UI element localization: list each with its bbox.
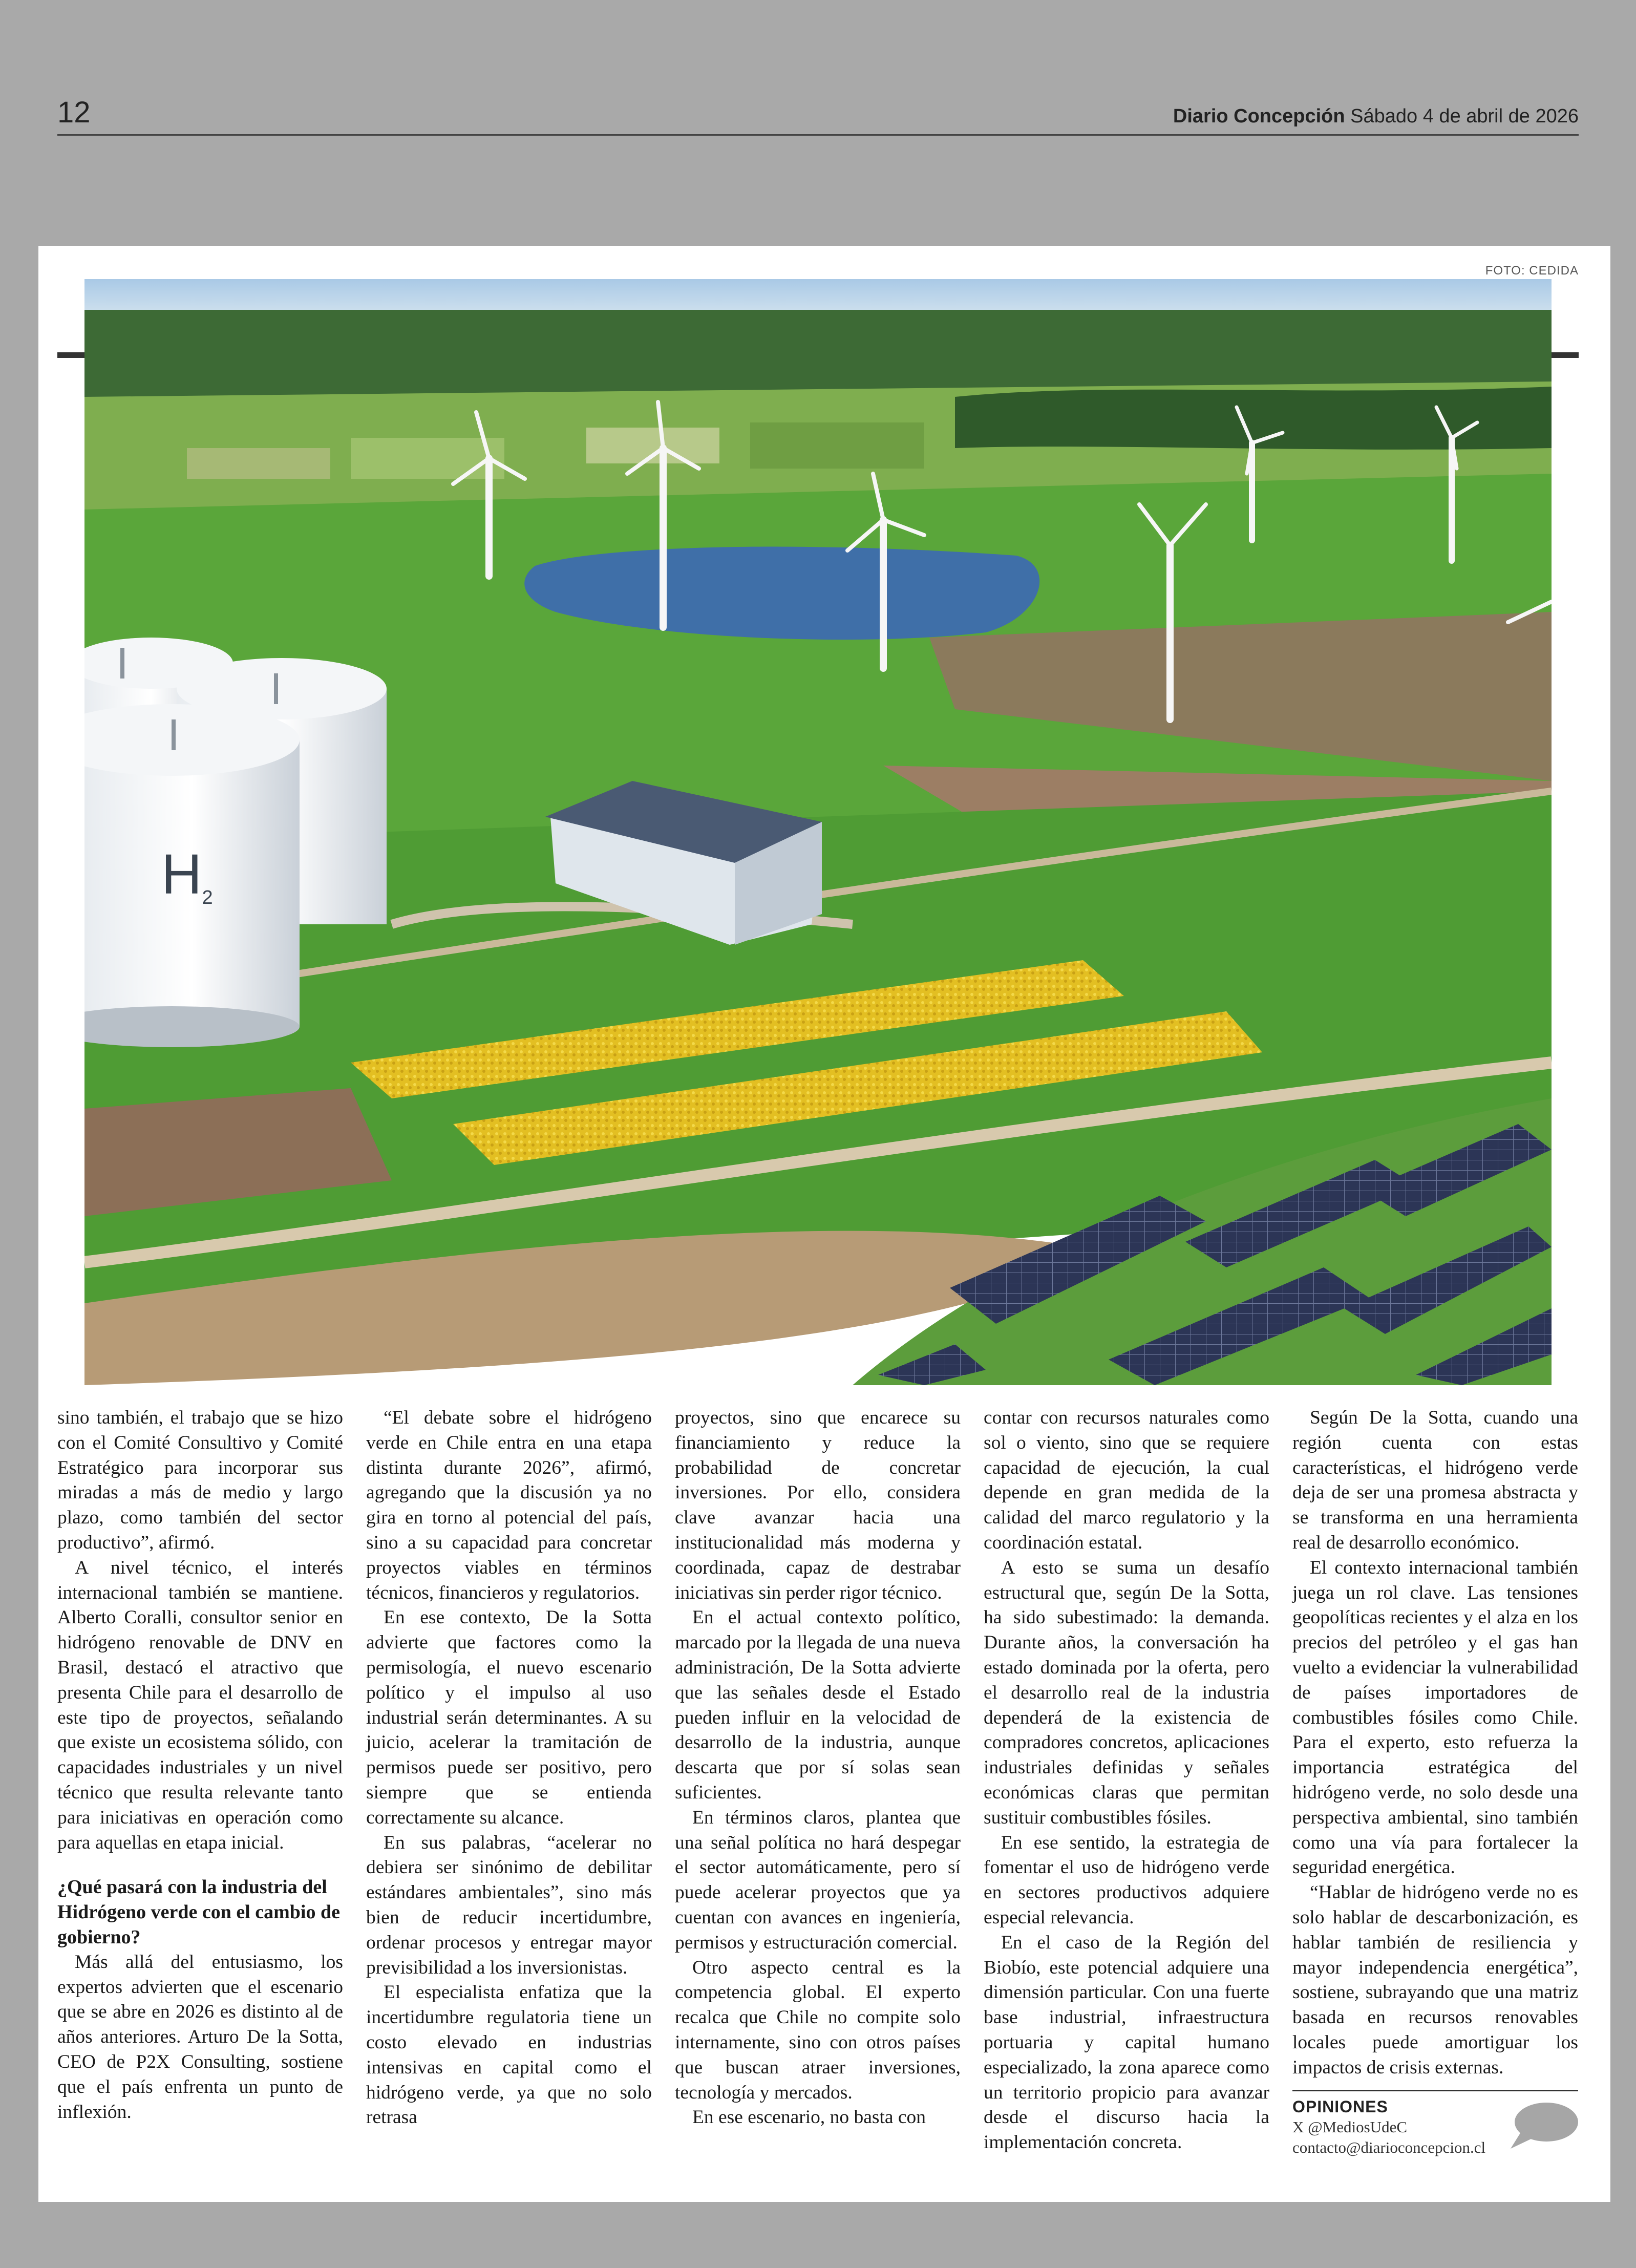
tree-line [955, 387, 1552, 450]
opinions-rule [1292, 2090, 1578, 2091]
aerial-landscape-illustration [84, 279, 1552, 1385]
header-page-number: 12 [57, 96, 91, 129]
paragraph: sino también, el trabajo que se hizo con el Comité Consultivo y Comité Estratégico para incorporar sus miradas a más de medio y largo plazo, como también del sector productivo”, afirmó. [57, 1407, 343, 1553]
decor-bar-left [57, 352, 86, 358]
opinions-email[interactable]: contacto@diarioconcepcion.cl [1292, 2138, 1486, 2156]
paragraph: “Hablar de hidrógeno verde no es solo hablar de descarbonización, es hablar también de resiliencia y mayor independencia energética”, sostiene, subrayando que una matriz basada en recursos renovables locales puede amortiguar los impactos de crisis externas. [1292, 1882, 1578, 2078]
newspaper-name: Diario Concepción [1173, 105, 1345, 127]
photo-credit: FOTO: CEDIDA [1485, 264, 1579, 278]
column-3 [675, 1406, 961, 2130]
tank-h2-label: H2 [161, 843, 213, 908]
paragraph: contar con recursos naturales como sol o viento, sino que se requiere capacidad de ejecución, la cual depende en gran medida de la calidad del marco regulatorio y la coordinación estatal. [984, 1407, 1269, 1553]
paragraph: En ese escenario, no basta con [692, 2107, 926, 2128]
column-2 [366, 1406, 652, 2130]
paragraph: En el actual contexto político, marcado por la llegada de una nueva administración, De la Sotta advierte que las señales desde el Estado pueden influir en la velocidad de desarrollo de la industria, aunque descarta que por sí solas sean suficientes. [675, 1607, 961, 1803]
field-patch-3 [750, 422, 924, 469]
issue-date: Sábado 4 de abril de 2026 [1350, 105, 1579, 127]
paragraph: En ese contexto, De la Sotta advierte que factores como la permisología, el nuevo escenario político y el impulso al uso industrial serán determinantes. A su juicio, acelerar la tramitación de permisos puede ser positivo, pero siempre que se entienda correctamente su alcance. [366, 1607, 652, 1828]
paragraph: A esto se suma un desafío estructural que, según De la Sotta, ha sido subestimado: la demanda. Durante años, la conversación ha estado dominada por la oferta, pero el desarrollo real de la industria dependerá de la existencia de compradores concretos, aplicaciones industriales definidas y señales económicas claras que permitan sustituir combustibles fósiles. [984, 1557, 1269, 1828]
decor-bar-right [1550, 352, 1579, 358]
paragraph: El especialista enfatiza que la incertidumbre regulatoria tiene un costo elevado en industrias intensivas en capital como el hidrógeno verde, ya que no solo retrasa [366, 1982, 652, 2128]
header-rule [57, 134, 1579, 136]
paragraph: En ese sentido, la estrategia de fomentar el uso de hidrógeno verde en sectores productivos adquiere especial relevancia. [984, 1832, 1269, 1928]
paragraph: A nivel técnico, el interés internacional también se mantiene. Alberto Coralli, consultor senior en hidrógeno renovable de DNV en Brasil, destacó el atractivo que presenta Chile para el desarrollo de este tipo de proyectos, señalando que existe un ecosistema sólido, con capacidades industriales y un nivel técnico que resulta relevante tanto para iniciativas en operación como para aquellas en etapa inicial. [57, 1557, 343, 1853]
paragraph: Más allá del entusiasmo, los expertos advierten que el escenario que se abre en 2026 es distinto al de años anteriores. Arturo De la Sotta, CEO de P2X Consulting, sostiene que el país enfrenta un punto de inflexión. [57, 1951, 343, 2123]
section-subheading: ¿Qué pasará con la industria del Hidrógeno verde con el cambio de gobierno? [57, 1876, 340, 1948]
field-patch-1 [351, 438, 504, 479]
field-patch-4 [187, 448, 330, 479]
paragraph: En términos claros, plantea que una señal política no hará despegar el sector automáticamente, pero sí puede acelerar proyectos que ya cuentan con avances en ingeniería, permisos y estructuración comercial. [675, 1807, 961, 1953]
opinions-title: OPINIONES [1292, 2097, 1388, 2116]
hydrogen-plant-photo [84, 279, 1552, 1385]
column-4 [984, 1406, 1269, 2155]
paragraph: El contexto internacional también juega un rol clave. Las tensiones geopolíticas recientes y el alza en los precios del petróleo y el gas han vuelto a evidenciar la vulnerabilidad de países importadores de combustibles fósiles como Chile. Para el experto, esto refuerza la importancia estratégica del hidrógeno verde, no solo desde una perspectiva ambiental, sino también como una vía para fortalecer la seguridad energética. [1292, 1557, 1578, 1878]
column-5 [1292, 1406, 1578, 2158]
paragraph: “El debate sobre el hidrógeno verde en Chile entra en una etapa distinta durante 2026”, afirmó, agregando que la discusión ya no gira en torno al potencial del país, sino a su capacidad para concretar proyectos viables en términos técnicos, financieros y regulatorios. [366, 1407, 652, 1603]
paragraph: Otro aspecto central es la competencia global. El experto recalca que Chile no compite solo internamente, sino con otros países que buscan atraer inversiones, tecnología y mercados. [675, 1957, 961, 2103]
column-1 [57, 1406, 343, 2125]
field-patch-2 [586, 428, 719, 463]
article-columns [57, 1406, 1578, 2174]
opinions-social-handle[interactable]: X @MediosUdeC [1292, 2117, 1408, 2136]
paragraph: proyectos, sino que encarece su financiamiento y reduce la probabilidad de concretar inversiones. Por ello, considera clave avanzar hacia una institucionalidad más moderna y coordinada, capaz de destrabar iniciativas sin perder rigor técnico. [675, 1407, 961, 1603]
speech-bubble-icon [1506, 2101, 1578, 2152]
header-masthead [1173, 105, 1579, 128]
paragraph: En sus palabras, “acelerar no debiera ser sinónimo de debilitar estándares ambientales”, sino más bien de reducir incertidumbre, ordenar procesos y entregar mayor previsibilidad a los inversionistas. [366, 1832, 652, 1978]
opinions-box [1292, 2096, 1578, 2158]
paragraph: En el caso de la Región del Biobío, este potencial adquiere una dimensión particular. Con una fuerte base industrial, infraestructura portuaria y capital humano especializado, la zona aparece como un territorio propicio para avanzar desde el discurso hacia la implementación concreta. [984, 1932, 1269, 2153]
paragraph: Según De la Sotta, cuando una región cuenta con estas características, el hidrógeno verde deja de ser una promesa abstracta y se transforma en una herramienta real de desarrollo económico. [1292, 1407, 1578, 1553]
